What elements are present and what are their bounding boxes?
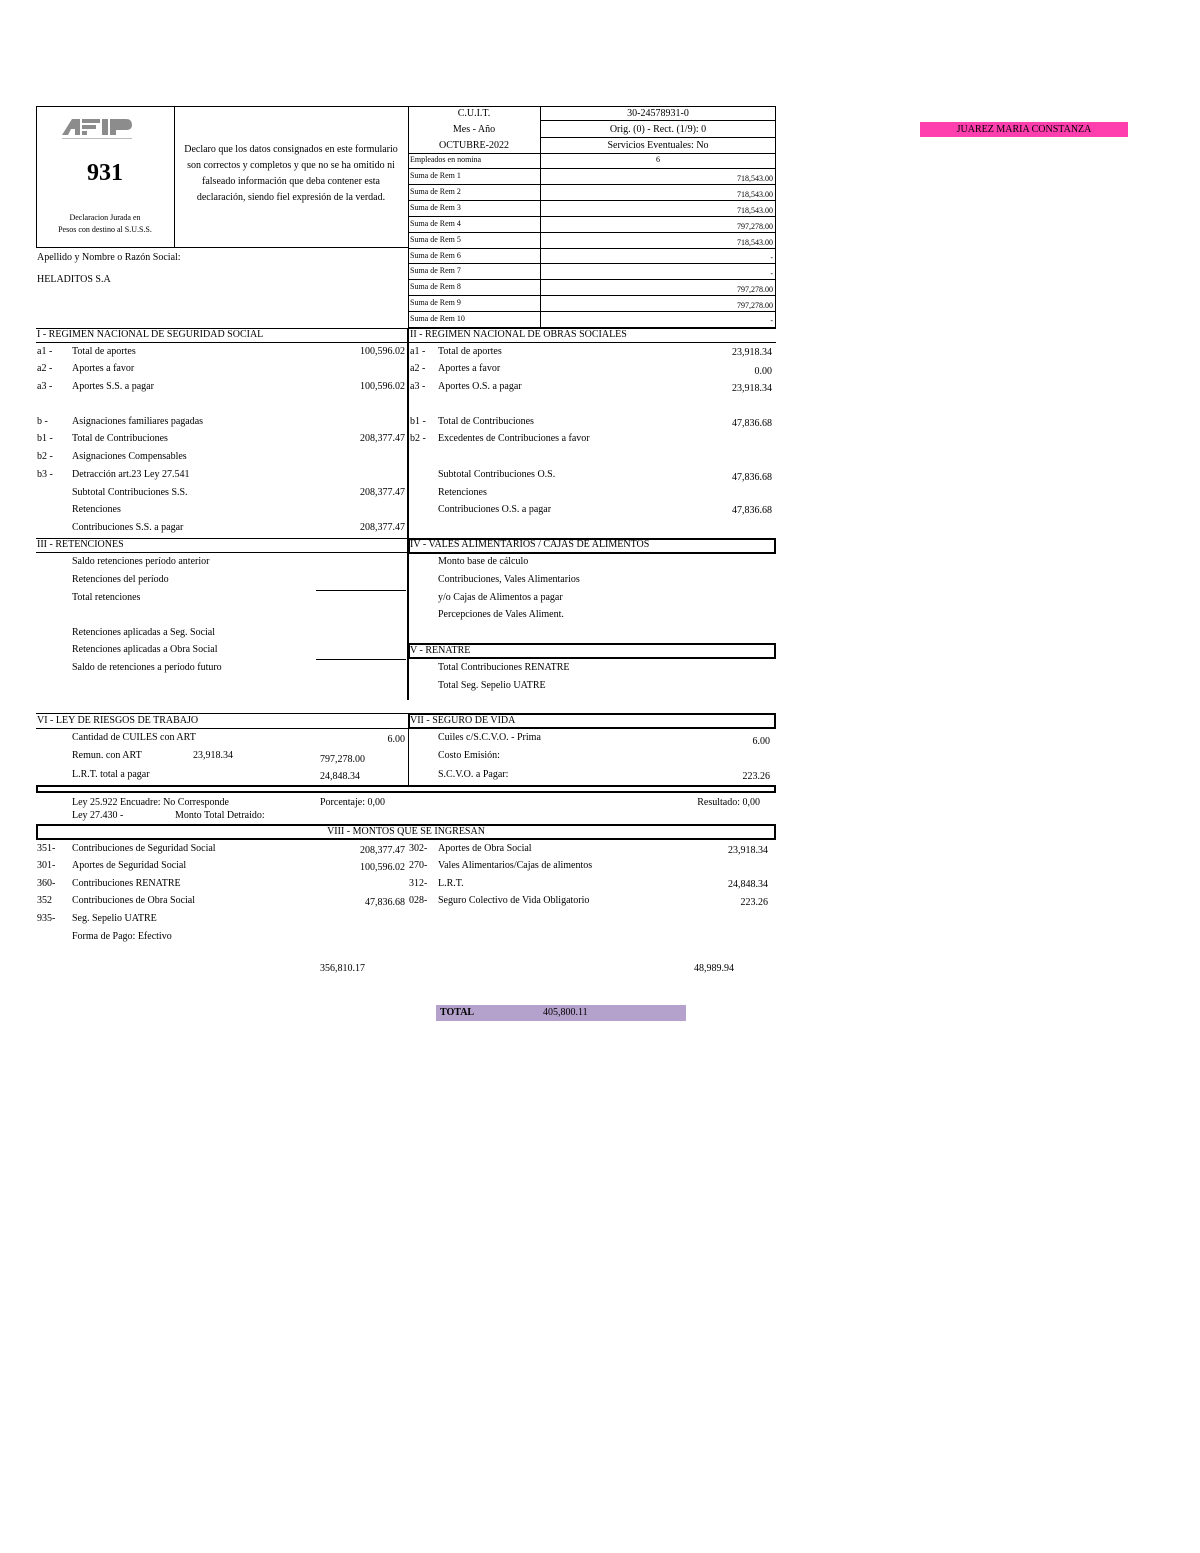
sec2-value: 47,836.68 bbox=[732, 472, 772, 483]
sec2-label: Total de Contribuciones bbox=[438, 416, 534, 427]
sec4-row: Monto base de cálculo bbox=[438, 556, 529, 567]
rem-label-2: Suma de Rem 2 bbox=[410, 187, 461, 196]
sec8-label: Aportes de Seguridad Social bbox=[72, 860, 187, 871]
sec1-value: 208,377.47 bbox=[360, 487, 405, 498]
sec8-code: 935- bbox=[37, 913, 56, 924]
sec8-value: 223.26 bbox=[740, 897, 768, 908]
sec2-label: Contribuciones O.S. a pagar bbox=[438, 504, 552, 515]
subtotal-left: 356,810.17 bbox=[320, 963, 365, 974]
form-number: 931 bbox=[87, 160, 123, 186]
sec8-code: 270- bbox=[409, 860, 428, 871]
sec8-code: 360- bbox=[37, 878, 56, 889]
sec6-lrt-label: L.R.T. total a pagar bbox=[72, 769, 150, 780]
cuit-value: 30-24578931-0 bbox=[627, 108, 689, 119]
sec8-label: Contribuciones de Obra Social bbox=[72, 895, 196, 906]
razon-social-value: HELADITOS S.A bbox=[37, 274, 111, 285]
sec7-scvo-value: 223.26 bbox=[742, 771, 770, 782]
sec1-label: Retenciones bbox=[72, 504, 121, 515]
law-25922: Ley 25.922 Encuadre: No Corresponde bbox=[72, 797, 229, 808]
sec2-code: a2 - bbox=[410, 363, 426, 374]
sec8-code: 028- bbox=[409, 895, 428, 906]
employee-name-tag: JUAREZ MARIA CONSTANZA bbox=[920, 122, 1128, 137]
sec1-value: 100,596.02 bbox=[360, 346, 405, 357]
sec6-lrt-value: 24,848.34 bbox=[320, 771, 360, 782]
sec1-label: Contribuciones S.S. a pagar bbox=[72, 522, 184, 533]
rem-label-1: Suma de Rem 1 bbox=[410, 171, 461, 180]
rem-label-9: Suma de Rem 9 bbox=[410, 298, 461, 307]
sec8-label: Seg. Sepelio UATRE bbox=[72, 913, 157, 924]
sec1-value: 208,377.47 bbox=[360, 433, 405, 444]
sec3-title: III - RETENCIONES bbox=[37, 539, 124, 550]
sec2-label: Excedentes de Contribuciones a favor bbox=[438, 433, 590, 444]
sec2-value: 0.00 bbox=[754, 366, 772, 377]
sec8-code: 352 bbox=[37, 895, 52, 906]
sec2-label: Subtotal Contribuciones O.S. bbox=[438, 469, 556, 480]
sec1-code: a3 - bbox=[37, 381, 53, 392]
sec1-label: Asignaciones Compensables bbox=[72, 451, 187, 462]
rem-value-9: 797,278.00 bbox=[737, 301, 773, 310]
law-porcentaje: Porcentaje: 0,00 bbox=[320, 797, 385, 808]
sec6-remun-label: Remun. con ART bbox=[72, 750, 142, 761]
total-value: 405,800.11 bbox=[543, 1007, 588, 1018]
sec2-title: II - REGIMEN NACIONAL DE OBRAS SOCIALES bbox=[410, 329, 627, 340]
sec7-costo-label: Costo Emisión: bbox=[438, 750, 500, 761]
sec8-label: Seguro Colectivo de Vida Obligatorio bbox=[438, 895, 590, 906]
sec1-label: Aportes S.S. a pagar bbox=[72, 381, 154, 392]
sec1-code: b - bbox=[37, 416, 48, 427]
mes-label: Mes - Año bbox=[452, 124, 496, 135]
sec6-cuiles-value: 6.00 bbox=[387, 734, 405, 745]
rem-value-2: 718,543.00 bbox=[737, 190, 773, 199]
sec2-label: Aportes O.S. a pagar bbox=[438, 381, 522, 392]
sec8-label: Aportes de Obra Social bbox=[438, 843, 532, 854]
sec4-row: Percepciones de Vales Aliment. bbox=[438, 609, 564, 620]
sec8-code: 351- bbox=[37, 843, 56, 854]
sec2-code: b1 - bbox=[410, 416, 426, 427]
rem-value-3: 718,543.00 bbox=[737, 206, 773, 215]
orig-rect: Orig. (0) - Rect. (1/9): 0 bbox=[609, 124, 707, 135]
sec8-label: Contribuciones RENATRE bbox=[72, 878, 181, 889]
sec8-code: 302- bbox=[409, 843, 428, 854]
law-27430: Ley 27.430 - bbox=[72, 810, 124, 821]
sec7-cuiles-value: 6.00 bbox=[752, 736, 770, 747]
sec8-value: 100,596.02 bbox=[360, 862, 405, 873]
sec1-label: Total de Contribuciones bbox=[72, 433, 168, 444]
sec1-value: 208,377.47 bbox=[360, 522, 405, 533]
sec1-code: b3 - bbox=[37, 469, 53, 480]
afip-logo bbox=[60, 117, 142, 143]
sec4-title: IV - VALES ALIMENTARIOS / CAJAS DE ALIMENTOS bbox=[410, 539, 650, 550]
sec8-value: 24,848.34 bbox=[728, 879, 768, 890]
empleados-value: 6 bbox=[656, 155, 660, 164]
razon-social-label: Apellido y Nombre o Razón Social: bbox=[37, 252, 181, 263]
rem-label-4: Suma de Rem 4 bbox=[410, 219, 461, 228]
sec8-value: 47,836.68 bbox=[365, 897, 405, 908]
sec8-code: 301- bbox=[37, 860, 56, 871]
afip-logo-icon bbox=[60, 117, 142, 143]
forma-de-pago: Forma de Pago: Efectivo bbox=[72, 931, 172, 942]
sec4-row: Contribuciones, Vales Alimentarios bbox=[438, 574, 580, 585]
sec1-label: Total de aportes bbox=[72, 346, 136, 357]
sec2-value: 23,918.34 bbox=[732, 383, 772, 394]
law-resultado: Resultado: 0,00 bbox=[697, 797, 760, 808]
sec2-value: 47,836.68 bbox=[732, 418, 772, 429]
sec3-row: Saldo retenciones período anterior bbox=[72, 556, 210, 567]
sec5-title: V - RENATRE bbox=[410, 645, 471, 656]
sec8-title: VIII - MONTOS QUE SE INGRESAN bbox=[327, 826, 485, 837]
sec3-row: Retenciones aplicadas a Seg. Social bbox=[72, 627, 216, 638]
rem-label-7: Suma de Rem 7 bbox=[410, 266, 461, 275]
sec8-code: 312- bbox=[409, 878, 428, 889]
sec1-code: b1 - bbox=[37, 433, 53, 444]
sec8-label: Vales Alimentarios/Cajas de alimentos bbox=[438, 860, 593, 871]
period: OCTUBRE-2022 bbox=[439, 140, 509, 151]
sec7-title: VII - SEGURO DE VIDA bbox=[410, 715, 516, 726]
sec1-label: Aportes a favor bbox=[72, 363, 135, 374]
logo-caption-2: Pesos con destino al S.U.S.S. bbox=[58, 225, 152, 234]
sec2-value: 47,836.68 bbox=[732, 505, 772, 516]
sec1-code: a1 - bbox=[37, 346, 53, 357]
sec6-remun-aux: 23,918.34 bbox=[193, 750, 233, 761]
subtotal-right: 48,989.94 bbox=[694, 963, 734, 974]
sec5-row: Total Seg. Sepelio UATRE bbox=[438, 680, 546, 691]
sec1-title: I - REGIMEN NACIONAL DE SEGURIDAD SOCIAL bbox=[37, 329, 264, 340]
cuit-label: C.U.I.T. bbox=[457, 108, 491, 119]
sec8-label: L.R.T. bbox=[438, 878, 464, 889]
sec5-row: Total Contribuciones RENATRE bbox=[438, 662, 570, 673]
rem-label-10: Suma de Rem 10 bbox=[410, 314, 465, 323]
sec2-label: Total de aportes bbox=[438, 346, 502, 357]
empleados-label: Empleados en nomina bbox=[410, 155, 482, 164]
sec1-label: Detracción art.23 Ley 27.541 bbox=[72, 469, 190, 480]
sec1-code: b2 - bbox=[37, 451, 53, 462]
rem-value-10: - bbox=[770, 316, 773, 325]
rem-label-8: Suma de Rem 8 bbox=[410, 282, 461, 291]
sec3-row: Retenciones aplicadas a Obra Social bbox=[72, 644, 218, 655]
sec1-label: Asignaciones familiares pagadas bbox=[72, 416, 204, 427]
sec2-value: 23,918.34 bbox=[732, 347, 772, 358]
sec2-code: a1 - bbox=[410, 346, 426, 357]
rem-value-4: 797,278.00 bbox=[737, 222, 773, 231]
sec6-remun-value: 797,278.00 bbox=[320, 754, 365, 765]
sec7-cuiles-label: Cuiles c/S.C.V.O. - Prima bbox=[438, 732, 541, 743]
sec1-value: 100,596.02 bbox=[360, 381, 405, 392]
sec6-cuiles-label: Cantidad de CUILES con ART bbox=[72, 732, 196, 743]
rem-value-5: 718,543.00 bbox=[737, 238, 773, 247]
law-monto-detraido: Monto Total Detraido: bbox=[175, 810, 265, 821]
sec7-scvo-label: S.C.V.O. a Pagar: bbox=[438, 769, 509, 780]
sec2-code: a3 - bbox=[410, 381, 426, 392]
logo-caption-1: Declaracion Jurada en bbox=[69, 213, 141, 222]
sec1-label: Subtotal Contribuciones S.S. bbox=[72, 487, 188, 498]
sec2-code: b2 - bbox=[410, 433, 426, 444]
total-label: TOTAL bbox=[440, 1007, 475, 1018]
rem-value-6: - bbox=[770, 253, 773, 262]
sec6-title: VI - LEY DE RIESGOS DE TRABAJO bbox=[37, 715, 199, 726]
rem-value-1: 718,543.00 bbox=[737, 174, 773, 183]
declaration-text: Declaro que los datos consignados en este formulario son correctos y completos y que no se ha omitido ni falseado información que deba contener esta declaración, siendo fiel expresión de la verdad. bbox=[184, 144, 398, 203]
rem-value-8: 797,278.00 bbox=[737, 285, 773, 294]
sec8-label: Contribuciones de Seguridad Social bbox=[72, 843, 216, 854]
sec3-row: Retenciones del período bbox=[72, 574, 169, 585]
rem-value-7: - bbox=[770, 269, 773, 278]
sec8-value: 23,918.34 bbox=[728, 845, 768, 856]
rem-label-3: Suma de Rem 3 bbox=[410, 203, 461, 212]
sec2-label: Retenciones bbox=[438, 487, 487, 498]
sec3-row: Saldo de retenciones a período futuro bbox=[72, 662, 222, 673]
sec8-value: 208,377.47 bbox=[360, 845, 405, 856]
servicios-eventuales: Servicios Eventuales: No bbox=[607, 140, 709, 151]
sec2-label: Aportes a favor bbox=[438, 363, 501, 374]
sec3-row: Total retenciones bbox=[72, 592, 141, 603]
sec4-row: y/o Cajas de Alimentos a pagar bbox=[438, 592, 563, 603]
sec1-code: a2 - bbox=[37, 363, 53, 374]
rem-label-6: Suma de Rem 6 bbox=[410, 251, 461, 260]
rem-label-5: Suma de Rem 5 bbox=[410, 235, 461, 244]
